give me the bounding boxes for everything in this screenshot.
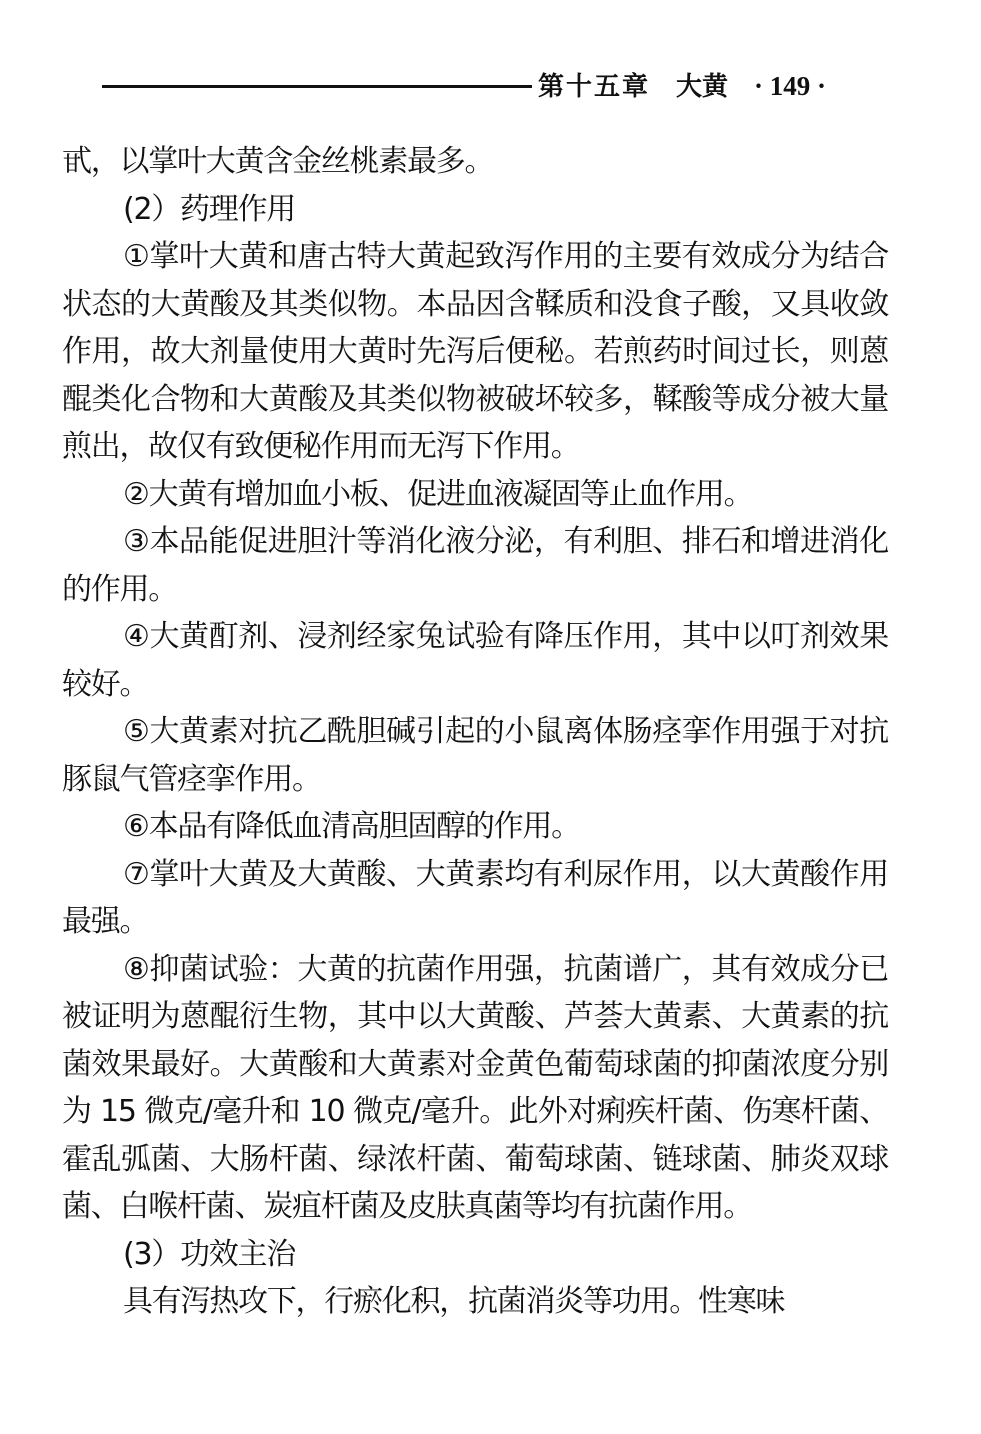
paragraph-item-1: ①掌叶大黄和唐古特大黄起致泻作用的主要有效成分为结合状态的大黄酸及其类似物。本品因含鞣质和没食子酸，又具收敛作用，故大剂量使用大黄时先泻后便秘。若煎药时间过长，则蒽醌类化合物和大黄酸及其类似物被破坏较多，鞣酸等成分被大量煎出，故仅有致便秘作用而无泻下作用。: [62, 239, 888, 464]
paragraph-item-5: ⑤大黄素对抗乙酰胆碱引起的小鼠离体肠痉挛作用强于对抗豚鼠气管痉挛作用。: [62, 714, 888, 797]
page-number: · 149 ·: [754, 71, 827, 101]
header-rule: [102, 85, 532, 88]
paragraph-item-4: ④大黄酊剂、浸剂经家兔试验有降压作用，其中以叮剂效果较好。: [62, 619, 888, 702]
chapter-label: 第十五章: [538, 72, 651, 102]
paragraph-item-2: ②大黄有增加血小板、促进血液凝固等止血作用。: [123, 476, 753, 512]
header-text: [538, 66, 826, 107]
paragraph-item-7: ⑦掌叶大黄及大黄酸、大黄素均有利尿作用，以大黄酸作用最强。: [62, 856, 888, 939]
paragraph-item-3: ③本品能促进胆汁等消化液分泌，有利胆、排石和增进消化的作用。: [62, 524, 888, 607]
body-text: [62, 138, 888, 1326]
paragraph-item-6: ⑥本品有降低血清高胆固醇的作用。: [123, 809, 580, 844]
running-header: [102, 66, 862, 106]
section-heading-pharmacology: (2）药理作用: [123, 191, 296, 227]
paragraph-continuation: 甙，以掌叶大黄含金丝桃素最多。: [62, 144, 494, 179]
section-heading-efficacy: (3）功效主治: [123, 1236, 296, 1272]
chapter-title: 大黄: [676, 72, 729, 102]
paragraph-efficacy: 具有泻热攻下，行瘀化积，抗菌消炎等功用。性寒味: [123, 1284, 785, 1319]
paragraph-item-8: ⑧抑菌试验：大黄的抗菌作用强，抗菌谱广，其有效成分已被证明为蒽醌衍生物，其中以大黄酸、芦荟大黄素、大黄素的抗菌效果最好。大黄酸和大黄素对金黄色葡萄球菌的抑菌浓度分别为 15 微克/毫升和 10 微克/毫升。此外对痢疾杆菌、伤寒杆菌、霍乱弧菌、大肠杆菌、绿浓杆菌、葡萄球菌、链球菌、肺炎双球菌、白喉杆菌、炭疽杆菌及皮肤真菌等均有抗菌作用。: [62, 951, 888, 1224]
